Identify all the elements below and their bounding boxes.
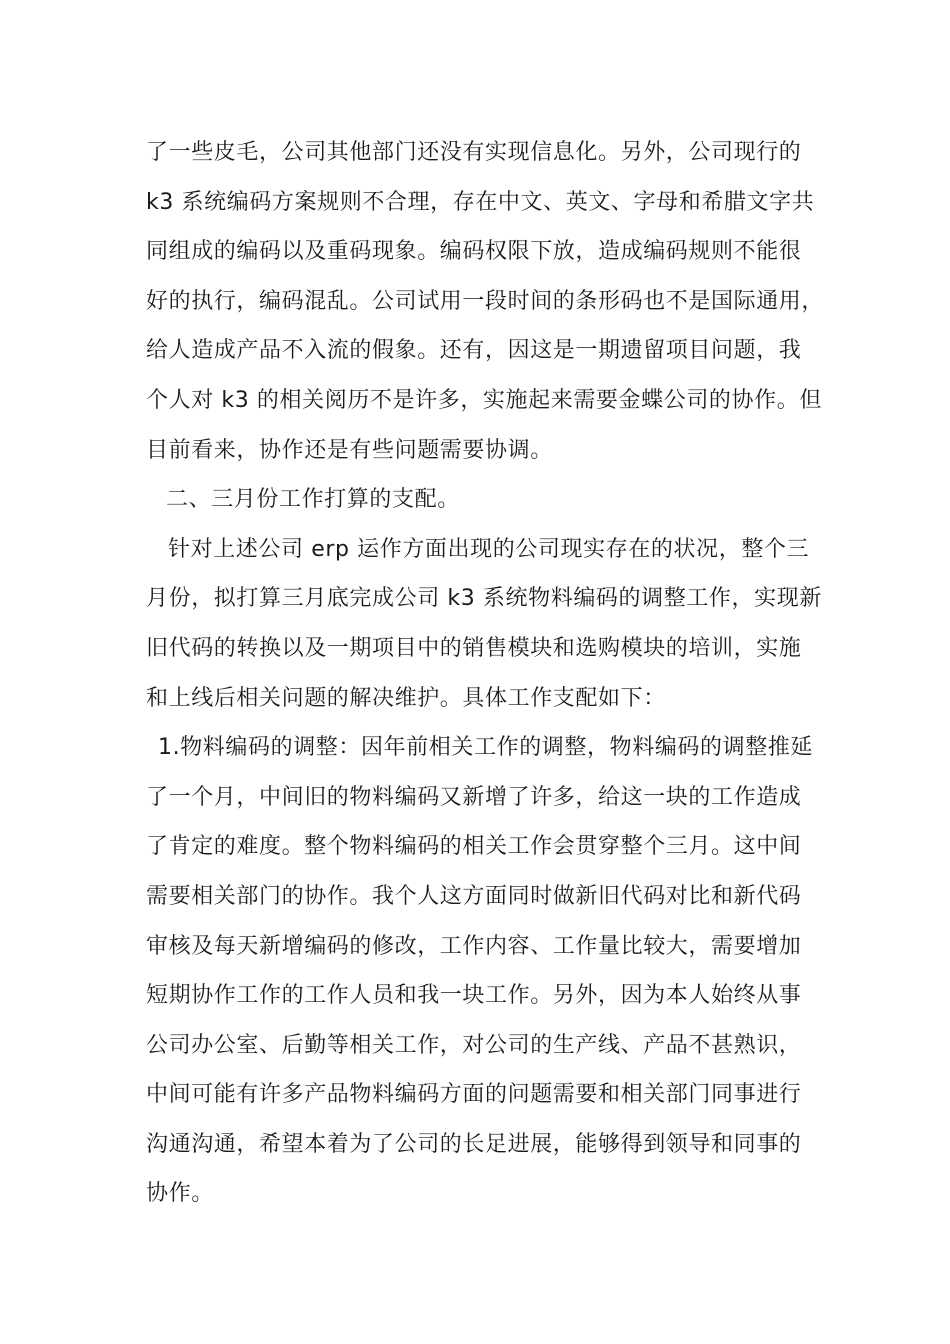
text-line: 中间可能有许多产品物料编码方面的问题需要和相关部门同事进行: [146, 1082, 802, 1108]
text-line: 好的执行，编码混乱。公司试用一段时间的条形码也不是国际通用，: [146, 288, 825, 314]
text-line: 针对上述公司 erp 运作方面出现的公司现实存在的状况，整个三: [168, 536, 810, 562]
text-line: k3 系统编码方案规则不合理，存在中文、英文、字母和希腊文字共: [146, 189, 815, 215]
text-line: 给人造成产品不入流的假象。还有，因这是一期遗留项目问题，我: [146, 338, 802, 364]
text-line: 同组成的编码以及重码现象。编码权限下放，造成编码规则不能很: [146, 239, 802, 265]
text-line: 沟通沟通，希望本着为了公司的长足进展，能够得到领导和同事的: [146, 1131, 802, 1157]
section-heading: 二、三月份工作打算的支配。: [166, 487, 460, 513]
text-line: 目前看来，协作还是有些问题需要协调。: [146, 437, 553, 463]
document-body: [146, 128, 826, 1219]
text-line: 月份，拟打算三月底完成公司 k3 系统物料编码的调整工作，实现新: [146, 586, 822, 612]
text-line: 审核及每天新增编码的修改，工作内容、工作量比较大，需要增加: [146, 933, 802, 959]
text-line: 协作。: [146, 1181, 214, 1207]
text-line: 了一个月，中间旧的物料编码又新增了许多，给这一块的工作造成: [146, 784, 802, 810]
text-line: 1.物料编码的调整：因年前相关工作的调整，物料编码的调整推延: [158, 735, 813, 761]
text-line: 和上线后相关问题的解决维护。具体工作支配如下：: [146, 685, 666, 711]
text-line: 个人对 k3 的相关阅历不是许多，实施起来需要金蝶公司的协作。但: [146, 387, 822, 413]
text-line: 旧代码的转换以及一期项目中的销售模块和选购模块的培训，实施: [146, 635, 802, 661]
text-line: 了一些皮毛，公司其他部门还没有实现信息化。另外，公司现行的: [146, 140, 802, 165]
text-line: 公司办公室、后勤等相关工作，对公司的生产线、产品不甚熟识，: [146, 1032, 802, 1058]
text-line: 短期协作工作的工作人员和我一块工作。另外，因为本人始终从事: [146, 983, 802, 1009]
text-line: 需要相关部门的协作。我个人这方面同时做新旧代码对比和新代码: [146, 883, 802, 909]
text-line: 了肯定的难度。整个物料编码的相关工作会贯穿整个三月。这中间: [146, 834, 802, 860]
